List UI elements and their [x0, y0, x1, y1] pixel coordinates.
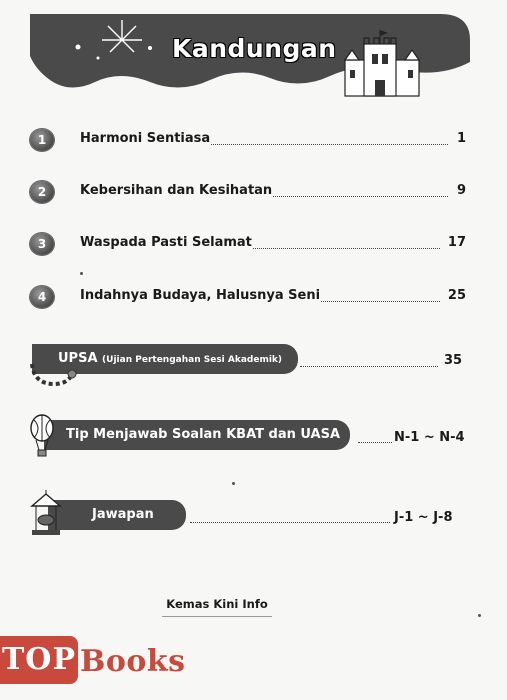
unit-page-number: 9 [456, 183, 466, 198]
upsa-sublabel: (Ujian Pertengahan Sesi Akademik) [102, 355, 283, 365]
jawapan-page-number: J-1 ~ J-8 [394, 510, 453, 525]
tip-label: Tip Menjawab Soalan KBAT dan UASA [66, 427, 341, 442]
print-speck [478, 614, 481, 617]
unit-number-badge: 3 [30, 233, 54, 255]
toc-row-unit-2[interactable] [30, 181, 470, 205]
unit-title: Indahnya Budaya, Halusnya Seni [80, 288, 321, 303]
page-title: Kandungan [172, 34, 337, 63]
hot-air-balloon-icon [28, 414, 56, 460]
tip-banner [44, 420, 350, 450]
carousel-icon [28, 490, 64, 542]
tip-page-number: N-1 ~ N-4 [394, 430, 465, 445]
lemur-tail-icon [28, 360, 78, 390]
star-dot-icon [76, 45, 81, 50]
jawapan-label: Jawapan [92, 507, 154, 522]
toc-row-jawapan[interactable] [0, 500, 507, 540]
unit-number-badge: 1 [30, 129, 54, 151]
toc-row-unit-4[interactable] [30, 286, 470, 310]
unit-title: Kebersihan dan Kesihatan [80, 183, 273, 198]
unit-page-number: 25 [447, 288, 466, 303]
topbooks-logo [0, 618, 200, 700]
unit-title: Waspada Pasti Selamat [80, 235, 252, 250]
print-speck [80, 272, 83, 275]
toc-row-unit-3[interactable] [30, 233, 470, 257]
print-speck [232, 482, 235, 485]
upsa-page-number: 35 [444, 353, 463, 368]
unit-title: Harmoni Sentiasa [80, 131, 211, 146]
toc-row-tip[interactable] [0, 420, 507, 460]
upsa-label: UPSA (Ujian Pertengahan Sesi Akademik) [58, 351, 283, 366]
update-info-link[interactable]: Kemas Kini Info [162, 594, 272, 617]
toc-row-upsa[interactable] [0, 344, 507, 384]
toc-row-unit-1[interactable] [30, 129, 470, 153]
unit-page-number: 1 [456, 131, 466, 146]
logo-books-text: Books [80, 644, 186, 679]
unit-number-badge: 4 [30, 286, 54, 308]
unit-page-number: 17 [447, 235, 466, 250]
jawapan-banner [48, 500, 186, 530]
logo-top-text: TOP [0, 636, 78, 684]
unit-number-badge: 2 [30, 181, 54, 203]
